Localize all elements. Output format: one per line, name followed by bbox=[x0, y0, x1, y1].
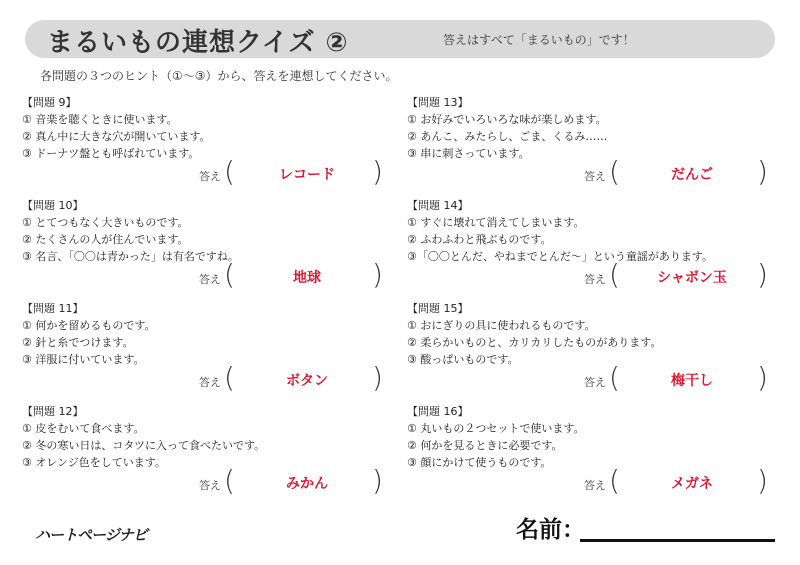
hint-1: ① 何かを留めるものです。 bbox=[22, 319, 156, 332]
hint-1: ① とてつもなく大きいものです。 bbox=[22, 216, 189, 229]
answer-label: 答え bbox=[199, 273, 221, 286]
answer-label: 答え bbox=[584, 376, 606, 389]
question-15 bbox=[407, 301, 777, 401]
question-title: 【問題 13】 bbox=[407, 96, 469, 109]
answer-row bbox=[407, 258, 777, 292]
hint-2: ② 針と糸でつけます。 bbox=[22, 336, 134, 349]
hint-1: ① おにぎりの具に使われるものです。 bbox=[407, 319, 596, 332]
right-paren: ) bbox=[372, 361, 383, 394]
hint-2: ② 何かを見るときに必要です。 bbox=[407, 439, 563, 452]
question-title: 【問題 15】 bbox=[407, 302, 469, 315]
answer-text: 梅干し bbox=[671, 373, 713, 389]
right-paren: ) bbox=[757, 155, 768, 188]
answer-row bbox=[407, 361, 777, 395]
hint-1: ① すぐに壊れて消えてしまいます。 bbox=[407, 216, 585, 229]
question-title: 【問題 10】 bbox=[22, 199, 84, 212]
left-paren: ( bbox=[224, 464, 235, 497]
hint-2: ② 冬の寒い日は、コタツに入って食べたいです。 bbox=[22, 439, 266, 452]
answer-text: ボタン bbox=[286, 373, 328, 389]
hint-2: ② たくさんの人が住んでいます。 bbox=[22, 233, 189, 246]
question-13 bbox=[407, 95, 777, 195]
answer-row bbox=[407, 155, 777, 189]
answer-text: みかん bbox=[286, 476, 328, 492]
name-line bbox=[580, 539, 775, 542]
hint-2: ② 真ん中に大きな穴が開いています。 bbox=[22, 130, 211, 143]
question-title: 【問題 16】 bbox=[407, 405, 469, 418]
hint-3: ③ 顔にかけて使うものです。 bbox=[407, 456, 552, 469]
hint-3: ③ 洋服に付いています。 bbox=[22, 353, 145, 366]
question-title: 【問題 9】 bbox=[22, 96, 77, 109]
hint-2: ② ふわふわと飛ぶものです。 bbox=[407, 233, 552, 246]
question-14 bbox=[407, 198, 777, 298]
left-paren: ( bbox=[224, 361, 235, 394]
question-title: 【問題 14】 bbox=[407, 199, 469, 212]
left-paren: ( bbox=[609, 258, 620, 291]
answer-row bbox=[22, 258, 392, 292]
name-label: 名前： bbox=[516, 517, 585, 543]
answer-row bbox=[22, 464, 392, 498]
answer-text: メガネ bbox=[671, 476, 713, 492]
answer-row bbox=[22, 361, 392, 395]
question-16 bbox=[407, 404, 777, 504]
left-paren: ( bbox=[609, 464, 620, 497]
hint-3: ③ オレンジ色をしています。 bbox=[22, 456, 166, 469]
answer-label: 答え bbox=[199, 376, 221, 389]
answer-label: 答え bbox=[199, 170, 221, 183]
answer-label: 答え bbox=[199, 479, 221, 492]
page-title: まるいもの連想クイズ ② bbox=[47, 28, 349, 58]
title-banner bbox=[25, 20, 775, 58]
answer-row bbox=[22, 155, 392, 189]
question-9 bbox=[22, 95, 392, 195]
brand-logo: ハートページナビ bbox=[35, 526, 147, 544]
right-paren: ) bbox=[757, 464, 768, 497]
right-paren: ) bbox=[372, 464, 383, 497]
left-paren: ( bbox=[224, 155, 235, 188]
answer-label: 答え bbox=[584, 479, 606, 492]
answer-row bbox=[407, 464, 777, 498]
instruction-text: 各問題の３つのヒント（①〜③）から、答えを連想してください。 bbox=[40, 69, 398, 83]
hint-3: ③ 酸っぱいものです。 bbox=[407, 353, 519, 366]
hint-1: ① 音楽を聴くときに使います。 bbox=[22, 113, 178, 126]
hint-3: ③ 名言、「〇〇は青かった」は有名ですね。 bbox=[22, 250, 239, 263]
answer-text: 地球 bbox=[293, 270, 321, 286]
question-11 bbox=[22, 301, 392, 401]
answer-label: 答え bbox=[584, 170, 606, 183]
left-paren: ( bbox=[609, 361, 620, 394]
hint-1: ① 丸いもの２つセットで使います。 bbox=[407, 422, 585, 435]
page-subtitle: 答えはすべて「まるいもの」です！ bbox=[443, 33, 635, 47]
hint-2: ② あんこ、みたらし、ごま、くるみ…… bbox=[407, 130, 608, 143]
answer-text: レコード bbox=[279, 167, 335, 183]
answer-label: 答え bbox=[584, 273, 606, 286]
question-title: 【問題 12】 bbox=[22, 405, 84, 418]
right-paren: ) bbox=[372, 155, 383, 188]
answer-text: だんご bbox=[671, 167, 713, 183]
right-paren: ) bbox=[757, 258, 768, 291]
hint-1: ① 皮をむいて食べます。 bbox=[22, 422, 145, 435]
answer-text: シャボン玉 bbox=[657, 270, 727, 286]
question-10 bbox=[22, 198, 392, 298]
right-paren: ) bbox=[757, 361, 768, 394]
right-paren: ) bbox=[372, 258, 383, 291]
hint-3: ③「〇〇とんだ、やねまでとんだ〜」という童謡があります。 bbox=[407, 250, 713, 263]
hint-3: ③ 串に刺さっています。 bbox=[407, 147, 530, 160]
hint-3: ③ ドーナツ盤とも呼ばれています。 bbox=[22, 147, 200, 160]
left-paren: ( bbox=[224, 258, 235, 291]
question-title: 【問題 11】 bbox=[22, 302, 84, 315]
hint-2: ② 柔らかいものと、カリカリしたものがあります。 bbox=[407, 336, 662, 349]
left-paren: ( bbox=[609, 155, 620, 188]
hint-1: ① お好みでいろいろな味が楽しめます。 bbox=[407, 113, 607, 126]
question-12 bbox=[22, 404, 392, 504]
